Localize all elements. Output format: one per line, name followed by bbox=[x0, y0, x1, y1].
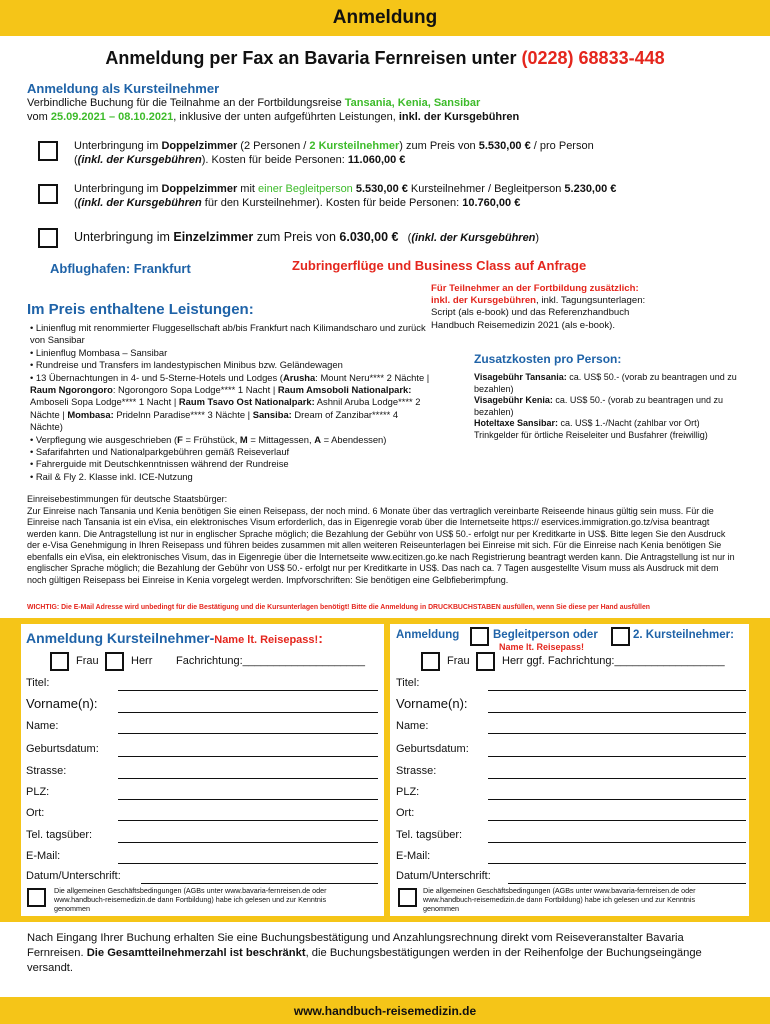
vorname-field[interactable]: Vorname(n): bbox=[26, 696, 378, 711]
fax-headline bbox=[0, 48, 770, 69]
room-text: 2 Kursteilnehmer bbox=[309, 140, 400, 152]
room-text: ) zum Preis von bbox=[399, 140, 479, 152]
room-text: (inkl. der Kursgebühren bbox=[77, 197, 202, 209]
list-item: • Rail & Fly 2. Klasse inkl. ICE-Nutzung bbox=[30, 470, 193, 482]
companion-form-anmeldung: Anmeldung bbox=[396, 629, 460, 641]
companion-herr-label[interactable]: Herr ggf. Fachrichtung:__________________ bbox=[502, 655, 725, 667]
room-text: (inkl. der Kursgebühren bbox=[411, 232, 536, 244]
list-item: Trinkgelder für örtliche Reiseleiter und Busfahrer (freiwillig) bbox=[474, 429, 708, 440]
companion-street-field[interactable]: Strasse: bbox=[396, 765, 746, 777]
companion-email-field[interactable]: E-Mail: bbox=[396, 850, 746, 862]
salutation-frau-label: Frau bbox=[76, 655, 99, 667]
companion-type-label: Begleitperson oder bbox=[493, 629, 598, 641]
room-price: 5.530,00 € bbox=[478, 140, 531, 152]
header-banner bbox=[0, 0, 770, 36]
list-item: • Linienflug Mombasa – Sansibar bbox=[30, 346, 168, 358]
fax-headline-text: Anmeldung per Fax an Bavaria Fernreisen unter bbox=[105, 48, 522, 68]
room-text: ) bbox=[535, 232, 540, 244]
room-text: Unterbringung im bbox=[74, 183, 162, 195]
companion-birthdate-field[interactable]: Geburtsdatum: bbox=[396, 743, 746, 755]
agb-text: Die allgemeinen Geschäftsbedingungen (AGBs unter www.bavaria-fernreisen.de oder www.handbuch-reisemedizin.de dann Fortbildung) habe ich gelesen und zur Kenntnis genommen bbox=[54, 886, 327, 913]
room-text: Unterbringung im bbox=[74, 230, 174, 244]
room-text: Kursteilnehmer / Begleitperson bbox=[407, 183, 565, 195]
companion-frau-label: Frau bbox=[447, 655, 470, 667]
room-text: Doppelzimmer bbox=[161, 140, 238, 152]
list-item: • Safarifahrten und Nationalparkgebühren gemäß Reiseverlauf bbox=[30, 446, 290, 458]
intro-text-part: , inklusive der unten aufgeführten Leistungen, bbox=[173, 111, 399, 123]
companion-city-field[interactable]: Ort: bbox=[396, 807, 746, 819]
companion-vorname-field[interactable]: Vorname(n): bbox=[396, 696, 746, 711]
feeder-flights-note: Zubringerflüge und Business Class auf Anfrage bbox=[292, 258, 587, 273]
room-single-text: Unterbringung im Einzelzimmer zum Preis von 6.030,00 € ((inkl. der Kursgebühren) bbox=[74, 230, 540, 244]
companion-agb-checkbox[interactable] bbox=[398, 888, 417, 907]
companion-type-checkbox[interactable] bbox=[470, 627, 489, 646]
room-double-companion-checkbox[interactable] bbox=[38, 184, 58, 204]
trip-destination: Tansania, Kenia, Sansibar bbox=[344, 97, 481, 109]
included-services-heading: Im Preis enthaltene Leistungen: bbox=[27, 301, 254, 318]
email-warning: WICHTIG: Die E-Mail Adresse wird unbedingt für die Bestätigung und die Kursunterlagen benötigt! Bitte die Anmeldung in DRUCKBUCHSTABEN ausfüllen, wenn Sie diese per Hand ausfüllen bbox=[27, 604, 651, 611]
entry-requirements-text: Zur Einreise nach Tansania und Kenia benötigen Sie einen Reisepass, der noch mind. 6 Monate über das vertraglich vereinbarte Reiseende hinaus gültig sein muss. Für die Einreise nach Tansania ist ein eVisa, ein elektronisches Visum erforderlich, das in Eigenregie vorab über die Internetseite https:// eservices.immigration.go.tz/visa beantragt werden kann. Die Antragstellung ist nur in englischer Sprache möglich; die Bezahlung der Gebühr von US$ 50.- erfolgt nur per Kreditkarte in US$. Bitte legen Sie den Ausdruck der e-Visa Genehmigung in Ihren Reisepass und führen beides zusammen mit allen weiteren Reiseunterlagen bei Einreise mit sich. Für die Einreise nach Kenia benötigen Sie ebenfalls ein eVisa, ein elektronisches Visum, das in Eigenregie über die Internetseite www.ecitizen.go.ke nach Registrierung beantragt werden kann. Die Antragstellung ist nur in englischer Sprache möglich; die Bezahlung der Gebühr von US$ 50.- erfolgt nur per Kreditkarte in US$. Das nach ca. 7 Tagen ausgestellte Visum muss als Ausdruck mit dem noch gültigen Reisepass bei Einreise in Kenia vorgelegt werden. Impfvorschriften: Sie benötigen eine Gelbfieberimpfung. bbox=[27, 505, 735, 585]
room-price: 5.230,00 € bbox=[564, 183, 617, 195]
birthdate-field[interactable]: Geburtsdatum: bbox=[26, 743, 378, 755]
agb-checkbox[interactable] bbox=[27, 888, 46, 907]
signature-field[interactable]: Datum/Unterschrift: bbox=[26, 870, 378, 882]
list-item: • Rundreise und Transfers im landestypischen Minibus bzw. Geländewagen bbox=[30, 359, 343, 371]
trip-dates: 25.09.2021 – 08.10.2021 bbox=[50, 111, 174, 123]
companion-name-field[interactable]: Name: bbox=[396, 720, 746, 732]
intro-text bbox=[27, 96, 747, 124]
list-item: Visagebühr Tansania: ca. US$ 50.- (vorab zu beantragen und zu bezahlen) bbox=[474, 372, 737, 394]
companion-zip-field[interactable]: PLZ: bbox=[396, 786, 746, 798]
extra-costs-heading: Zusatzkosten pro Person: bbox=[474, 352, 622, 366]
companion-form bbox=[390, 624, 749, 916]
included-services-list bbox=[30, 322, 430, 483]
salutation-herr-label: Herr bbox=[131, 655, 153, 667]
footer-banner bbox=[0, 997, 770, 1024]
companion-signature-field[interactable]: Datum/Unterschrift: bbox=[396, 870, 746, 882]
room-text: (inkl. der Kursgebühren bbox=[77, 154, 202, 166]
passport-name-note: Name lt. Reisepass! bbox=[499, 642, 585, 652]
room-double-checkbox[interactable] bbox=[38, 141, 58, 161]
room-total: 11.060,00 € bbox=[347, 154, 406, 166]
entry-requirements-title: Einreisebestimmungen für deutsche Staatsbürger: bbox=[27, 494, 228, 504]
titel-field[interactable]: Titel: bbox=[26, 677, 378, 689]
intro-text-part: Verbindliche Buchung für die Teilnahme an der Fortbildungsreise bbox=[27, 97, 345, 109]
list-item: Hoteltaxe Sansibar: ca. US$ 1.-/Nacht (zahlbar vor Ort) bbox=[474, 418, 700, 429]
email-field[interactable]: E-Mail: bbox=[26, 850, 378, 862]
page-title: Anmeldung bbox=[332, 7, 438, 28]
room-double-companion-text: Unterbringung im Doppelzimmer mit einer Begleitperson 5.530,00 € Kursteilnehmer / Begleitperson 5.230,00 € ((inkl. der Kursgebühren für den Kursteilnehmer). Kosten für beide Personen: 10.760,00 € bbox=[74, 183, 617, 209]
extras-text: Handbuch Reisemedizin 2021 (als e-book). bbox=[431, 319, 615, 331]
companion-phone-field[interactable]: Tel. tagsüber: bbox=[396, 829, 746, 841]
list-item: • Fahrerguide mit Deutschkenntnissen während der Rundreise bbox=[30, 458, 289, 470]
street-field[interactable]: Strasse: bbox=[26, 765, 378, 777]
zip-field[interactable]: PLZ: bbox=[26, 786, 378, 798]
phone-field[interactable]: Tel. tagsüber: bbox=[26, 829, 378, 841]
salutation-frau-checkbox[interactable] bbox=[50, 652, 69, 671]
companion-herr-checkbox[interactable] bbox=[476, 652, 495, 671]
second-participant-checkbox[interactable] bbox=[611, 627, 630, 646]
participant-extras bbox=[431, 283, 731, 332]
participant-form bbox=[21, 624, 384, 916]
intro-text-part: vom bbox=[27, 111, 51, 123]
entry-requirements bbox=[27, 494, 737, 586]
list-item: • Verpflegung wie ausgeschrieben (F = Frühstück, M = Mittagessen, A = Abendessen) bbox=[30, 433, 387, 445]
room-text: / pro Person bbox=[530, 140, 594, 152]
participant-form-title: Anmeldung Kursteilnehmer-Name lt. Reisepass!: bbox=[26, 630, 323, 646]
companion-frau-checkbox[interactable] bbox=[421, 652, 440, 671]
list-item: • 13 Übernachtungen in 4- und 5-Sterne-Hotels und Lodges (Arusha: Mount Neru**** 2 Nächte | Raum Ngorongoro: Ngorongoro Sopa Lodge**** 1 Nacht | Raum Amsoboli Nationalpark: Amboseli Sopa Lodge**** 1 Nacht | Raum Tsavo Ost Nationalpark: Ashnil Aruba Lodge**** 2 Nächte | Mombasa: Pridelnn Paradise**** 3 Nächte | Sansiba: Dream of Zanzibar***** 4 Nächte) bbox=[30, 371, 430, 433]
companion-titel-field[interactable]: Titel: bbox=[396, 677, 746, 689]
room-double-text: Unterbringung im Doppelzimmer (2 Personen / 2 Kursteilnehmer) zum Preis von 5.530,00 € / pro Person ((inkl. der Kursgebühren). Kosten für beide Personen: 11.060,00 € bbox=[74, 140, 594, 166]
extras-text: inkl. der Kursgebühren bbox=[431, 295, 537, 307]
website-link[interactable]: www.handbuch-reisemedizin.de bbox=[293, 1003, 477, 1018]
room-price: 6.030,00 € bbox=[339, 230, 399, 244]
extras-heading: Für Teilnehmer an der Fortbildung zusätzlich: bbox=[431, 283, 639, 294]
city-field[interactable]: Ort: bbox=[26, 807, 378, 819]
fachrichtung-field[interactable]: Fachrichtung:____________________ bbox=[176, 655, 365, 667]
room-text: zum Preis von bbox=[253, 230, 340, 244]
extras-text: Script (als e-book) und das Referenzhandbuch bbox=[431, 307, 630, 319]
room-text: einer Begleitperson bbox=[258, 183, 353, 195]
section-heading-kursteilnehmer: Anmeldung als Kursteilnehmer bbox=[27, 81, 220, 96]
room-option-single bbox=[38, 226, 758, 252]
second-participant-label: 2. Kursteilnehmer: bbox=[633, 629, 734, 641]
room-text: ). Kosten für beide Personen: bbox=[201, 154, 348, 166]
room-text: Einzelzimmer bbox=[173, 230, 254, 244]
companion-agb-text: Die allgemeinen Geschäftsbedingungen (AGBs unter www.bavaria-fernreisen.de oder www.handbuch-reisemedizin.de dann Fortbildung) habe ich gelesen und zur Kenntnis genommen bbox=[423, 886, 696, 913]
room-total: 10.760,00 € bbox=[462, 197, 521, 209]
intro-text-emphasis: inkl. der Kursgebühren bbox=[398, 111, 520, 123]
room-text: für den Kursteilnehmer). Kosten für beide Personen: bbox=[201, 197, 463, 209]
name-field[interactable]: Name: bbox=[26, 720, 378, 732]
extras-text: , inkl. Tagungsunterlagen: bbox=[536, 295, 646, 307]
fax-number: (0228) 68833-448 bbox=[521, 48, 665, 68]
list-item: • Linienflug mit renommierter Fluggesellschaft ab/bis Frankfurt nach Kilimandscharo und zurück von Sansibar bbox=[30, 322, 426, 346]
room-text: Doppelzimmer bbox=[161, 183, 238, 195]
room-text: Unterbringung im bbox=[74, 140, 162, 152]
booking-confirmation-note: Nach Eingang Ihrer Buchung erhalten Sie eine Buchungsbestätigung und Anzahlungsrechnung direkt vom Reiseveranstalter Bavaria Fernreisen. Die Gesamtteilnehmerzahl ist beschränkt, die Buchungsbestätigungen werden in der Reihenfolge der Buchungseingänge versandt. bbox=[27, 932, 702, 974]
room-text: mit bbox=[237, 183, 259, 195]
salutation-herr-checkbox[interactable] bbox=[105, 652, 124, 671]
room-price: 5.530,00 € bbox=[352, 183, 408, 195]
room-single-checkbox[interactable] bbox=[38, 228, 58, 248]
room-text: (2 Personen / bbox=[237, 140, 310, 152]
list-item: Visagebühr Kenia: ca. US$ 50.- (vorab zu beantragen und zu bezahlen) bbox=[474, 395, 723, 417]
room-option-double-companion bbox=[38, 182, 758, 218]
room-option-double bbox=[38, 139, 758, 175]
departure-airport: Abflughafen: Frankfurt bbox=[50, 261, 191, 276]
extra-costs-list bbox=[474, 372, 739, 442]
